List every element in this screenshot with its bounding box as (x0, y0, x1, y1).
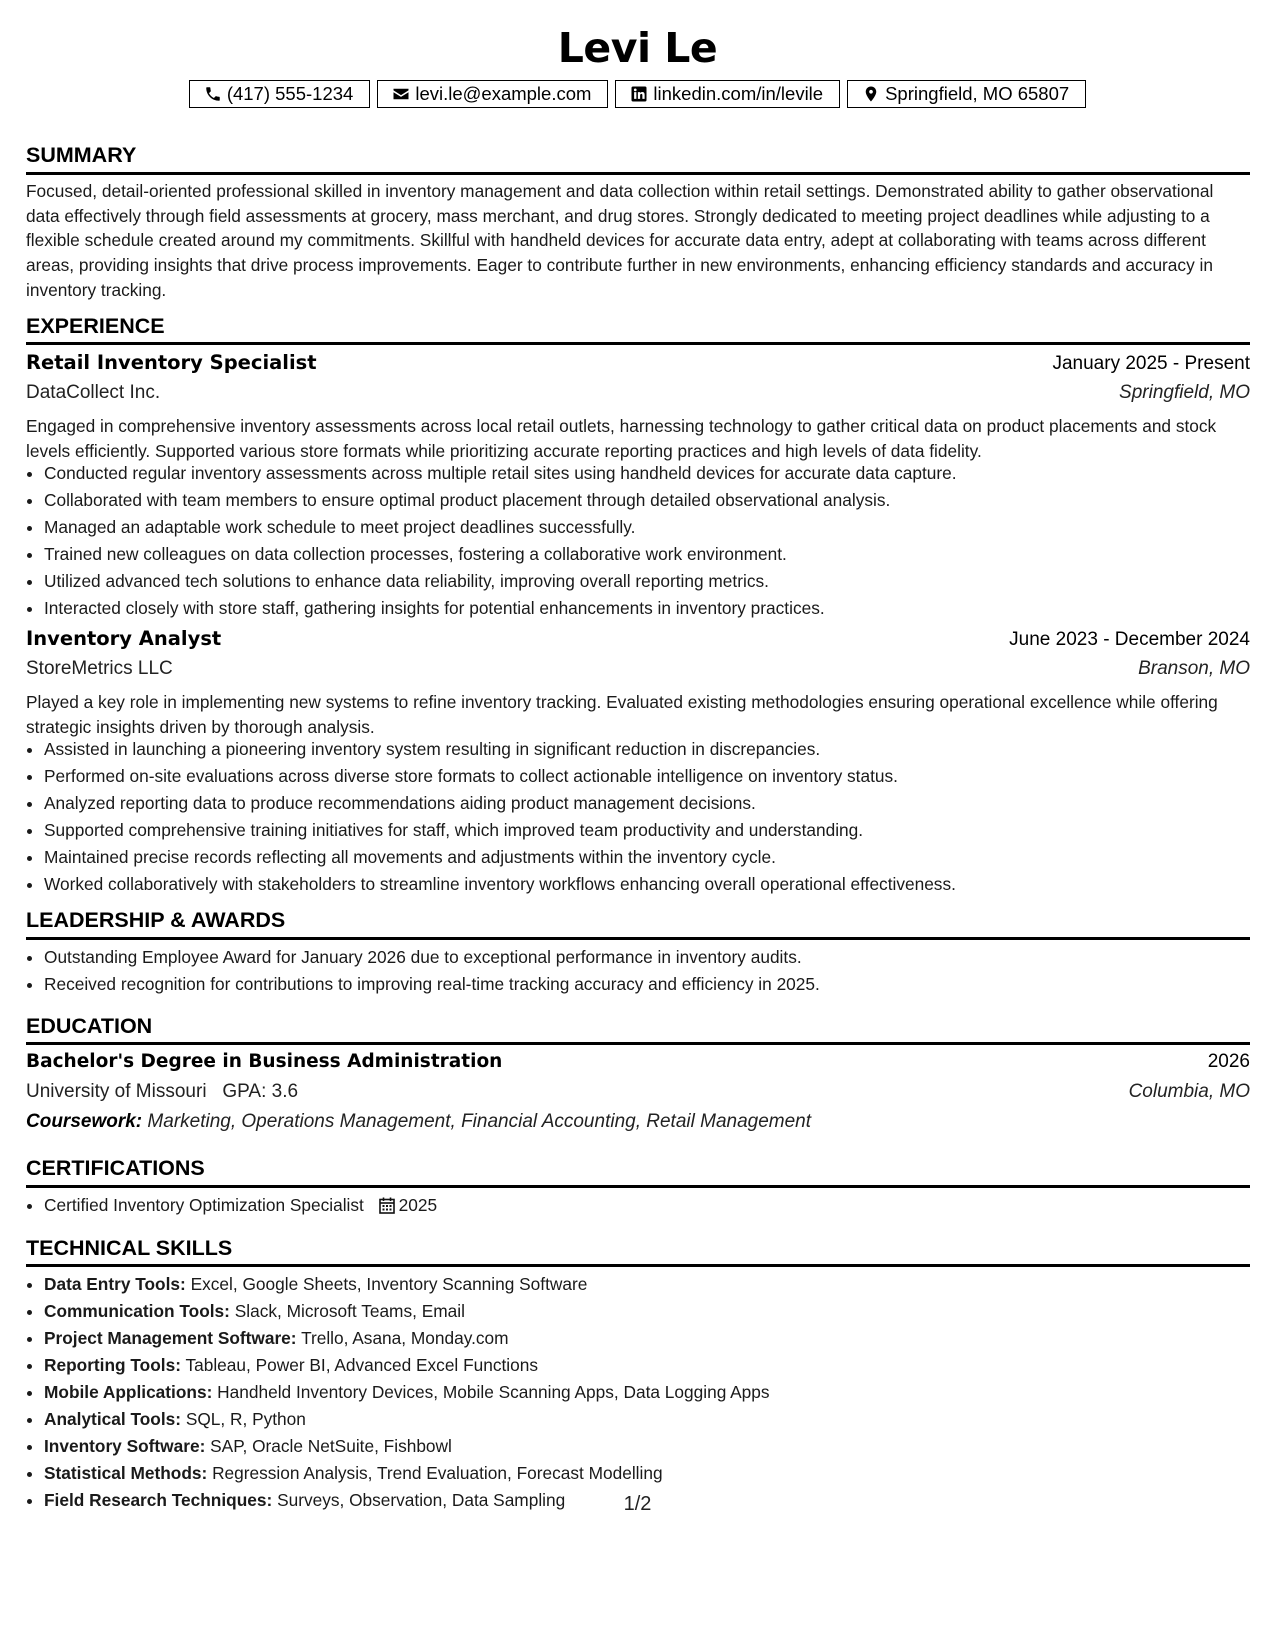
page-number: 1/2 (623, 1493, 652, 1515)
linkedin-text: linkedin.com/in/levile (653, 83, 824, 104)
summary-heading: SUMMARY (26, 143, 137, 167)
list-item (44, 1271, 1268, 1298)
skills-heading: TECHNICAL SKILLS (26, 1236, 233, 1260)
skill-label: Mobile Applications: (44, 1382, 213, 1402)
experience-heading: EXPERIENCE (26, 314, 165, 338)
skill-label: Analytical Tools: (44, 1409, 181, 1429)
job-location: Branson, MO (1138, 658, 1250, 679)
education-subheader (26, 1081, 1250, 1103)
job-title: Inventory Analyst (26, 627, 222, 650)
list-item (44, 1460, 1268, 1487)
list-item: • Collaborated with team members to ensure optimal product placement through detailed observational analysis. (44, 487, 1268, 514)
skill-value: Tableau, Power BI, Advanced Excel Functions (185, 1355, 538, 1375)
certification-name: Certified Inventory Optimization Specialist (44, 1195, 364, 1215)
school-name: University of Missouri (26, 1081, 207, 1102)
section-divider (26, 937, 1250, 940)
skill-value: Handheld Inventory Devices, Mobile Scanning Apps, Data Logging Apps (217, 1382, 770, 1402)
job-header (26, 351, 1250, 375)
skill-value: Regression Analysis, Trend Evaluation, Forecast Modelling (212, 1463, 663, 1483)
list-item (44, 1352, 1268, 1379)
job-location: Springfield, MO (1119, 382, 1250, 403)
company-name: DataCollect Inc. (26, 382, 161, 403)
list-item: • Analyzed reporting data to produce recommendations aiding product management decisions. (44, 790, 1268, 817)
job-dates: January 2025 - Present (1052, 353, 1250, 374)
list-item (44, 1192, 1268, 1222)
skill-value: Surveys, Observation, Data Sampling (277, 1490, 566, 1510)
envelope-icon (392, 85, 410, 103)
contact-bar (0, 80, 1275, 108)
leadership-heading: LEADERSHIP & AWARDS (26, 908, 286, 932)
job-bullets (26, 736, 1268, 898)
skill-label: Field Research Techniques: (44, 1490, 273, 1510)
skill-value: Trello, Asana, Monday.com (301, 1328, 509, 1348)
skill-label: Statistical Methods: (44, 1463, 208, 1483)
certification-year: 2025 (398, 1195, 438, 1215)
degree-title: Bachelor's Degree in Business Administration (26, 1051, 503, 1072)
location-chip[interactable] (847, 80, 1086, 108)
calendar-icon (379, 1195, 395, 1222)
phone-text: (417) 555-1234 (226, 83, 354, 104)
list-item: • Assisted in launching a pioneering inventory system resulting in significant reduction in discrepancies. (44, 736, 1268, 763)
job-header (26, 627, 1250, 651)
job-bullets (26, 460, 1268, 622)
list-item (44, 1379, 1268, 1406)
skill-label: Reporting Tools: (44, 1355, 181, 1375)
job-subheader (26, 382, 1250, 404)
job-description: Played a key role in implementing new systems to refine inventory tracking. Evaluated existing methodologies ensuring operational excellence while offering strategic insights driven by thorough analysis. (26, 692, 1218, 737)
education-heading: EDUCATION (26, 1014, 153, 1038)
skill-value: Slack, Microsoft Teams, Email (234, 1301, 465, 1321)
list-item: • Managed an adaptable work schedule to meet project deadlines successfully. (44, 514, 1268, 541)
coursework-list: Marketing, Operations Management, Financial Accounting, Retail Management (147, 1111, 812, 1132)
section-divider (26, 342, 1250, 345)
awards-list (26, 944, 1268, 998)
job-title: Retail Inventory Specialist (26, 351, 317, 374)
gpa: GPA: 3.6 (222, 1081, 299, 1102)
skill-value: SQL, R, Python (185, 1409, 306, 1429)
graduation-year: 2026 (1207, 1051, 1250, 1072)
skill-label: Communication Tools: (44, 1301, 230, 1321)
email-chip[interactable] (377, 80, 608, 108)
list-item (44, 1298, 1268, 1325)
list-item: • Utilized advanced tech solutions to enhance data reliability, improving overall reporting metrics. (44, 568, 1268, 595)
section-divider (26, 172, 1250, 175)
education-header (26, 1051, 1250, 1073)
coursework-line (26, 1111, 811, 1133)
company-name: StoreMetrics LLC (26, 658, 173, 679)
list-item: • Received recognition for contributions to improving real-time tracking accuracy and efficiency in 2025. (44, 971, 1268, 998)
list-item: • Performed on-site evaluations across diverse store formats to collect actionable intelligence on inventory status. (44, 763, 1268, 790)
school-line (26, 1081, 298, 1103)
certifications-list (26, 1192, 1268, 1222)
candidate-name: Levi Le (557, 24, 718, 72)
job-dates: June 2023 - December 2024 (1009, 629, 1250, 650)
email-text: levi.le@example.com (415, 83, 592, 104)
list-item (44, 1406, 1268, 1433)
certifications-heading: CERTIFICATIONS (26, 1156, 205, 1180)
skill-value: SAP, Oracle NetSuite, Fishbowl (210, 1436, 452, 1456)
section-divider (26, 1042, 1250, 1045)
skills-list (26, 1271, 1268, 1514)
list-item: • Interacted closely with store staff, gathering insights for potential enhancements in inventory practices. (44, 595, 1268, 622)
skill-label: Inventory Software: (44, 1436, 206, 1456)
skill-value: Excel, Google Sheets, Inventory Scanning Software (190, 1274, 588, 1294)
phone-icon (204, 85, 222, 103)
skill-label: Project Management Software: (44, 1328, 297, 1348)
list-item: • Trained new colleagues on data collection processes, fostering a collaborative work environment. (44, 541, 1268, 568)
job-description: Engaged in comprehensive inventory assessments across local retail outlets, harnessing technology to gather critical data on product placements and stock levels efficiently. Supported various store formats while prioritizing accurate reporting practices and high levels of data fidelity. (26, 416, 1217, 461)
summary-text: Focused, detail-oriented professional skilled in inventory management and data collection within retail settings. Demonstrated ability to gather observational data effectively through field assessments at grocery, mass merchant, and drug stores. Strongly dedicated to meeting project deadlines while adjusting to a flexible schedule created around my commitments. Skillful with handheld devices for accurate data entry, adept at collaborating with teams across different areas, providing insights that drive process improvements. Eager to contribute further in new environments, enhancing efficiency standards and accuracy in inventory tracking. (26, 181, 1214, 300)
phone-chip[interactable] (189, 80, 371, 108)
location-text: Springfield, MO 65807 (885, 83, 1070, 104)
map-pin-icon (862, 85, 880, 103)
linkedin-icon (630, 85, 648, 103)
linkedin-chip[interactable] (615, 80, 840, 108)
school-location: Columbia, MO (1128, 1081, 1250, 1102)
section-divider (26, 1185, 1250, 1188)
list-item: • Outstanding Employee Award for January 2026 due to exceptional performance in inventory audits. (44, 944, 1268, 971)
list-item (44, 1433, 1268, 1460)
list-item (44, 1325, 1268, 1352)
list-item: • Conducted regular inventory assessments across multiple retail sites using handheld devices for accurate data capture. (44, 460, 1268, 487)
list-item: • Maintained precise records reflecting all movements and adjustments within the inventory cycle. (44, 844, 1268, 871)
coursework-label: Coursework: (26, 1111, 143, 1132)
list-item: • Supported comprehensive training initiatives for staff, which improved team productivity and understanding. (44, 817, 1268, 844)
skill-label: Data Entry Tools: (44, 1274, 186, 1294)
section-divider (26, 1264, 1250, 1267)
list-item: • Worked collaboratively with stakeholders to streamline inventory workflows enhancing overall operational effectiveness. (44, 871, 1268, 898)
job-subheader (26, 658, 1250, 680)
